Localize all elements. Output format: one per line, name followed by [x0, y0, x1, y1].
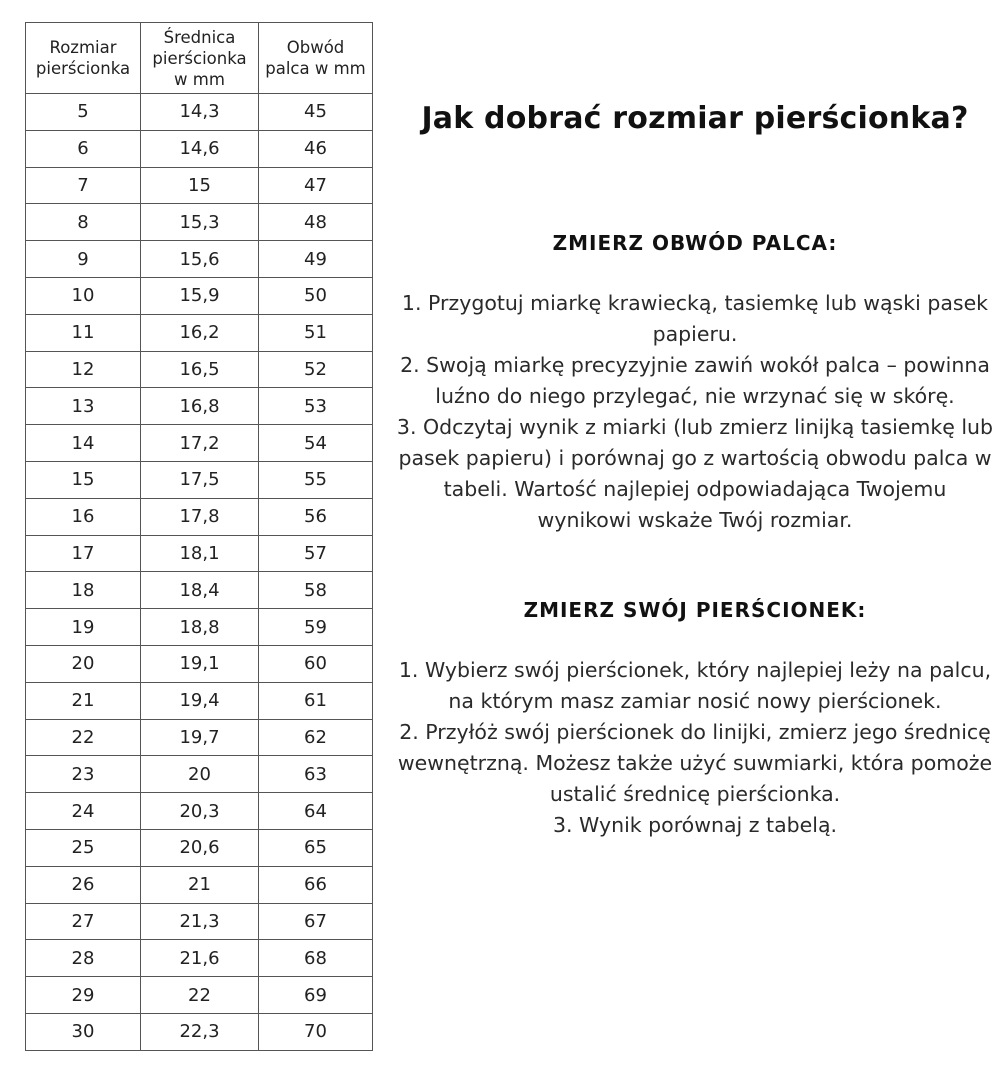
- table-row: [26, 94, 373, 131]
- table-cell: 14,6: [141, 130, 259, 167]
- table-cell: 10: [26, 277, 141, 314]
- table-cell: 66: [259, 866, 373, 903]
- table-cell: 17,2: [141, 425, 259, 462]
- step-item: 1. Wybierz swój pierścionek, który najlepiej leży na palcu, na którym masz zamiar nosić nowy pierścionek.: [398, 658, 992, 713]
- table-cell: 46: [259, 130, 373, 167]
- table-cell: 17,5: [141, 461, 259, 498]
- table-cell: 18: [26, 572, 141, 609]
- table-cell: 62: [259, 719, 373, 756]
- ring-measure-steps: [395, 655, 995, 841]
- table-row: [26, 204, 373, 241]
- table-cell: 21,6: [141, 940, 259, 977]
- table-cell: 67: [259, 903, 373, 940]
- table-row: [26, 572, 373, 609]
- step-item: 3. Wynik porównaj z tabelą.: [552, 813, 838, 837]
- table-cell: 61: [259, 682, 373, 719]
- table-cell: 11: [26, 314, 141, 351]
- table-row: [26, 866, 373, 903]
- table-cell: 25: [26, 829, 141, 866]
- table-cell: 20: [141, 756, 259, 793]
- table-cell: 53: [259, 388, 373, 425]
- table-cell: 5: [26, 94, 141, 131]
- table-cell: 30: [26, 1013, 141, 1050]
- table-cell: 63: [259, 756, 373, 793]
- section-heading-measure-ring: ZMIERZ SWÓJ PIERŚCIONEK:: [523, 598, 867, 622]
- table-row: [26, 940, 373, 977]
- table-row: [26, 903, 373, 940]
- table-cell: 70: [259, 1013, 373, 1050]
- table-cell: 55: [259, 461, 373, 498]
- table-cell: 16,2: [141, 314, 259, 351]
- step-item: 2. Swoją miarkę precyzyjnie zawiń wokół palca – powinna luźno do niego przylegać, nie wrzynać się w skórę.: [400, 353, 990, 408]
- table-cell: 65: [259, 829, 373, 866]
- table-cell: 68: [259, 940, 373, 977]
- table-cell: 22,3: [141, 1013, 259, 1050]
- table-cell: 52: [259, 351, 373, 388]
- table-row: [26, 277, 373, 314]
- finger-measure-steps: [395, 288, 995, 536]
- step-item: 2. Przyłóż swój pierścionek do linijki, zmierz jego średnicę wewnętrzną. Możesz także użyć suwmiarki, która pomoże ustalić średnicę pierścionka.: [397, 720, 993, 806]
- table-row: [26, 756, 373, 793]
- table-cell: 19,7: [141, 719, 259, 756]
- table-cell: 7: [26, 167, 141, 204]
- table-cell: 17: [26, 535, 141, 572]
- table-row: [26, 167, 373, 204]
- table-row: [26, 645, 373, 682]
- table-header-row: [26, 23, 373, 94]
- instructions-panel: [395, 0, 995, 841]
- table-cell: 24: [26, 793, 141, 830]
- col-header-finger-circumference: Obwód palca w mm: [259, 23, 373, 94]
- table-row: [26, 314, 373, 351]
- table-cell: 58: [259, 572, 373, 609]
- table-cell: 18,8: [141, 609, 259, 646]
- table-cell: 16,5: [141, 351, 259, 388]
- table-cell: 14: [26, 425, 141, 462]
- table-cell: 19,1: [141, 645, 259, 682]
- col-header-ring-diameter: Średnica pierścionka w mm: [141, 23, 259, 94]
- table-cell: 22: [141, 977, 259, 1014]
- table-cell: 26: [26, 866, 141, 903]
- table-cell: 20,3: [141, 793, 259, 830]
- table-row: [26, 241, 373, 278]
- table-cell: 14,3: [141, 94, 259, 131]
- table-cell: 20: [26, 645, 141, 682]
- table-cell: 18,4: [141, 572, 259, 609]
- table-row: [26, 425, 373, 462]
- table-row: [26, 793, 373, 830]
- table-cell: 19: [26, 609, 141, 646]
- table-row: [26, 351, 373, 388]
- table-cell: 49: [259, 241, 373, 278]
- table-cell: 22: [26, 719, 141, 756]
- table-cell: 12: [26, 351, 141, 388]
- table-cell: 8: [26, 204, 141, 241]
- table-row: [26, 535, 373, 572]
- table-cell: 56: [259, 498, 373, 535]
- table-row: [26, 388, 373, 425]
- table-cell: 57: [259, 535, 373, 572]
- table-cell: 15: [141, 167, 259, 204]
- table-cell: 13: [26, 388, 141, 425]
- table-row: [26, 682, 373, 719]
- table-cell: 64: [259, 793, 373, 830]
- table-cell: 29: [26, 977, 141, 1014]
- table-cell: 18,1: [141, 535, 259, 572]
- table-cell: 6: [26, 130, 141, 167]
- table-cell: 27: [26, 903, 141, 940]
- step-item: 3. Odczytaj wynik z miarki (lub zmierz linijką tasiemkę lub pasek papieru) i porównaj go z wartością obwodu palca w tabeli. Wartość najlepiej odpowiadająca Twojemu wynikowi wskaże Twój rozmiar.: [396, 415, 994, 532]
- table-cell: 21: [141, 866, 259, 903]
- table-row: [26, 130, 373, 167]
- table-cell: 45: [259, 94, 373, 131]
- table-cell: 47: [259, 167, 373, 204]
- table-cell: 54: [259, 425, 373, 462]
- table-cell: 59: [259, 609, 373, 646]
- table-cell: 9: [26, 241, 141, 278]
- ring-size-table: [25, 22, 373, 1051]
- table-row: [26, 609, 373, 646]
- table-row: [26, 977, 373, 1014]
- table-cell: 15,6: [141, 241, 259, 278]
- table-cell: 15,9: [141, 277, 259, 314]
- table-cell: 48: [259, 204, 373, 241]
- table-cell: 69: [259, 977, 373, 1014]
- section-heading-measure-finger: ZMIERZ OBWÓD PALCA:: [552, 231, 838, 255]
- table-cell: 17,8: [141, 498, 259, 535]
- table-row: [26, 719, 373, 756]
- table-cell: 23: [26, 756, 141, 793]
- table-row: [26, 1013, 373, 1050]
- table-row: [26, 498, 373, 535]
- table-cell: 21: [26, 682, 141, 719]
- table-cell: 21,3: [141, 903, 259, 940]
- table-cell: 16,8: [141, 388, 259, 425]
- table-cell: 15: [26, 461, 141, 498]
- table-cell: 16: [26, 498, 141, 535]
- table-cell: 15,3: [141, 204, 259, 241]
- table-cell: 51: [259, 314, 373, 351]
- table-cell: 28: [26, 940, 141, 977]
- table-cell: 20,6: [141, 829, 259, 866]
- page-title: Jak dobrać rozmiar pierścionka?: [421, 101, 969, 136]
- table-cell: 50: [259, 277, 373, 314]
- step-item: 1. Przygotuj miarkę krawiecką, tasiemkę lub wąski pasek papieru.: [401, 291, 989, 346]
- table-cell: 60: [259, 645, 373, 682]
- table-row: [26, 461, 373, 498]
- table-row: [26, 829, 373, 866]
- table-cell: 19,4: [141, 682, 259, 719]
- col-header-ring-size: Rozmiar pierścionka: [26, 23, 141, 94]
